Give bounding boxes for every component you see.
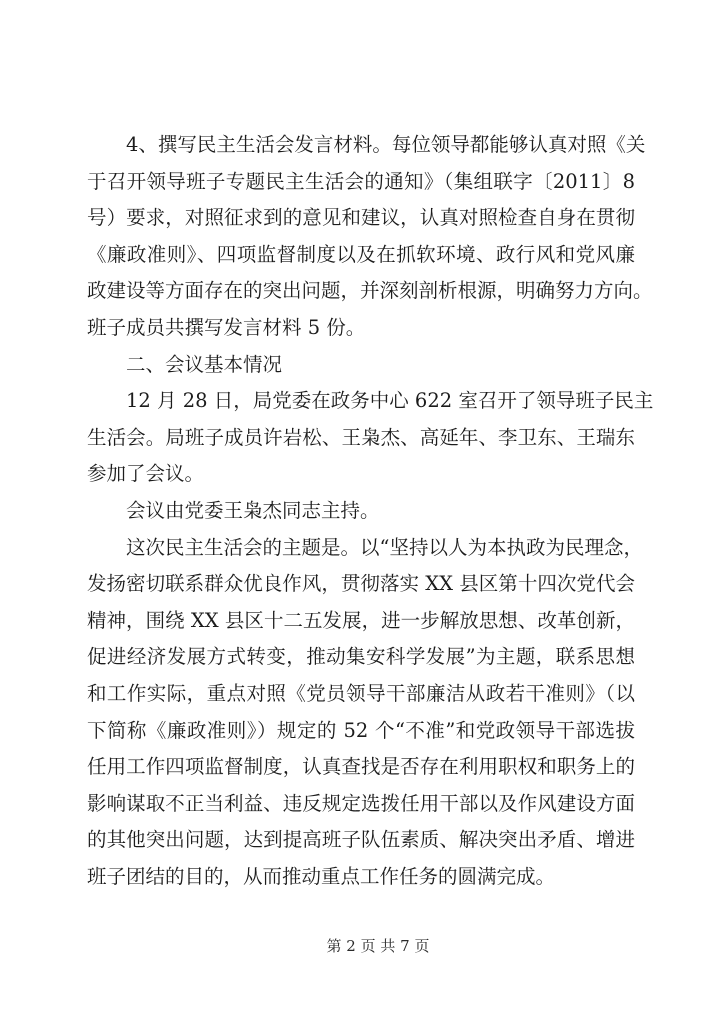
- text-line: 下简称《廉政准则》）规定的 52 个“不准”和党政领导干部选拔: [87, 718, 635, 742]
- page-footer: 第 2 页 共 7 页: [326, 937, 430, 955]
- text-line: 影响谋取不正当利益、违反规定选拨任用干部以及作风建设方面: [87, 791, 635, 815]
- text-line: 参加了会议。: [87, 462, 205, 486]
- text-line: 生活会。局班子成员许岩松、王枭杰、高延年、李卫东、王瑞东: [87, 425, 635, 449]
- document-body: [87, 127, 654, 895]
- text-line: 于召开领导班子专题民主生活会的通知》（集组联字〔2011〕8: [87, 169, 635, 193]
- text-line: 号）要求，对照征求到的意见和建议，认真对照检查自身在贯彻: [87, 206, 635, 230]
- text-line: 的其他突出问题，达到提高班子队伍素质、解决突出矛盾、增进: [87, 828, 635, 852]
- text-line: 二、会议基本情况: [126, 352, 283, 376]
- text-line: 班子成员共撰写发言材料 5 份。: [87, 315, 366, 339]
- text-line: 《廉政准则》、四项监督制度以及在抓软环境、政行风和党风廉: [87, 242, 635, 266]
- text-line: 和工作实际，重点对照《党员领导干部廉洁从政若干准则》（以: [87, 681, 635, 705]
- text-line: 政建设等方面存在的突出问题，并深刻剖析根源，明确努力方向。: [87, 279, 653, 303]
- text-line: 这次民主生活会的主题是。以“坚持以人为本执政为民理念，: [126, 535, 643, 559]
- text-line: 任用工作四项监督制度，认真查找是否存在利用职权和职务上的: [87, 755, 635, 779]
- text-line: 12 月 28 日，局党委在政务中心 622 室召开了领导班子民主: [126, 389, 654, 413]
- text-line: 促进经济发展方式转变，推动集安科学发展”为主题，联系思想: [87, 645, 635, 669]
- text-line: 发扬密切联系群众优良作风，贯彻落实 XX 县区第十四次党代会: [87, 572, 635, 596]
- text-line: 班子团结的目的，从而推动重点工作任务的圆满完成。: [87, 864, 556, 888]
- text-line: 精神，围绕 XX 县区十二五发展，进一步解放思想、改革创新，: [87, 608, 635, 632]
- text-line: 4、撰写民主生活会发言材料。每位领导都能够认真对照《关: [126, 133, 646, 156]
- text-line: 会议由党委王枭杰同志主持。: [126, 498, 380, 522]
